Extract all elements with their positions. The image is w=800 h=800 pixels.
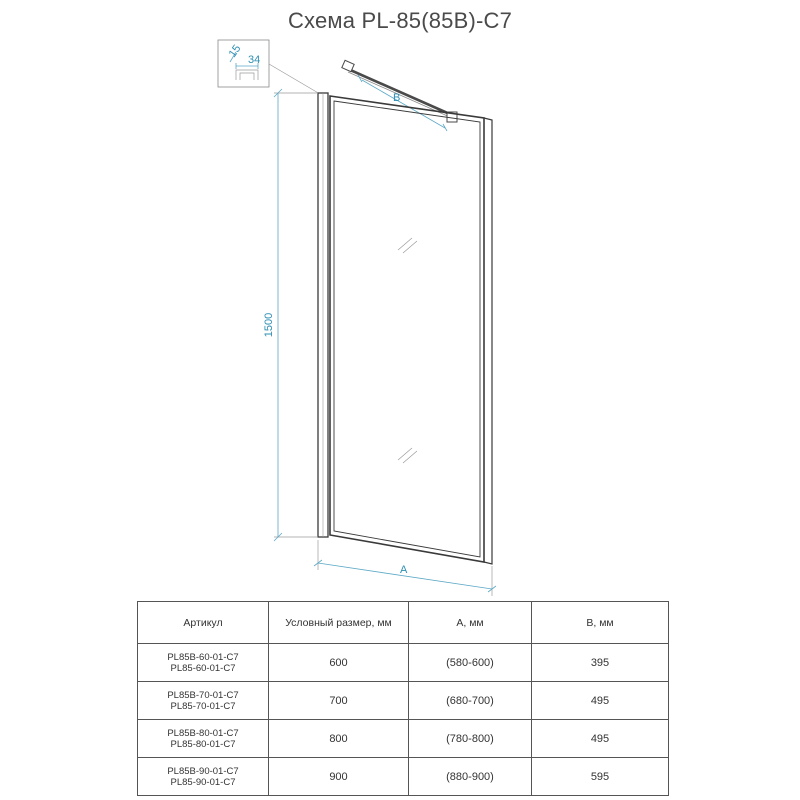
profile-detail	[218, 40, 320, 94]
spec-table	[137, 601, 669, 796]
bracket-dimension-label: B	[393, 92, 401, 104]
a-cell: (880-900)	[409, 758, 532, 796]
header-a: А, мм	[409, 602, 532, 644]
article-cell: PL85B-90-01-C7 PL85-90-01-C7	[138, 758, 269, 796]
profile-width-label: 34	[248, 54, 261, 66]
table-row	[138, 644, 669, 682]
a-cell: (780-800)	[409, 720, 532, 758]
width-dimension-label: A	[400, 564, 408, 576]
article-cell: PL85B-70-01-C7 PL85-70-01-C7	[138, 682, 269, 720]
header-article: Артикул	[138, 602, 269, 644]
table-row	[138, 758, 669, 796]
stabilizer-bar	[342, 60, 457, 131]
header-nominal-size: Условный размер, мм	[269, 602, 409, 644]
table-row	[138, 682, 669, 720]
table-header-row	[138, 602, 669, 644]
size-cell: 900	[269, 758, 409, 796]
b-cell: 595	[532, 758, 669, 796]
height-dimension	[263, 89, 318, 541]
article-cell: PL85B-80-01-C7 PL85-80-01-C7	[138, 720, 269, 758]
header-b: B, мм	[532, 602, 669, 644]
b-cell: 495	[532, 720, 669, 758]
height-dimension-label: 1500	[263, 312, 275, 338]
b-cell: 495	[532, 682, 669, 720]
article-cell: PL85B-60-01-C7 PL85-60-01-C7	[138, 644, 269, 682]
glass-panel	[318, 93, 492, 564]
profile-depth-label: 15	[226, 42, 244, 60]
a-cell: (580-600)	[409, 644, 532, 682]
table-row	[138, 720, 669, 758]
b-cell: 395	[532, 644, 669, 682]
size-cell: 700	[269, 682, 409, 720]
a-cell: (680-700)	[409, 682, 532, 720]
page-title: Схема PL-85(85B)-С7	[287, 8, 513, 33]
size-cell: 600	[269, 644, 409, 682]
size-cell: 800	[269, 720, 409, 758]
